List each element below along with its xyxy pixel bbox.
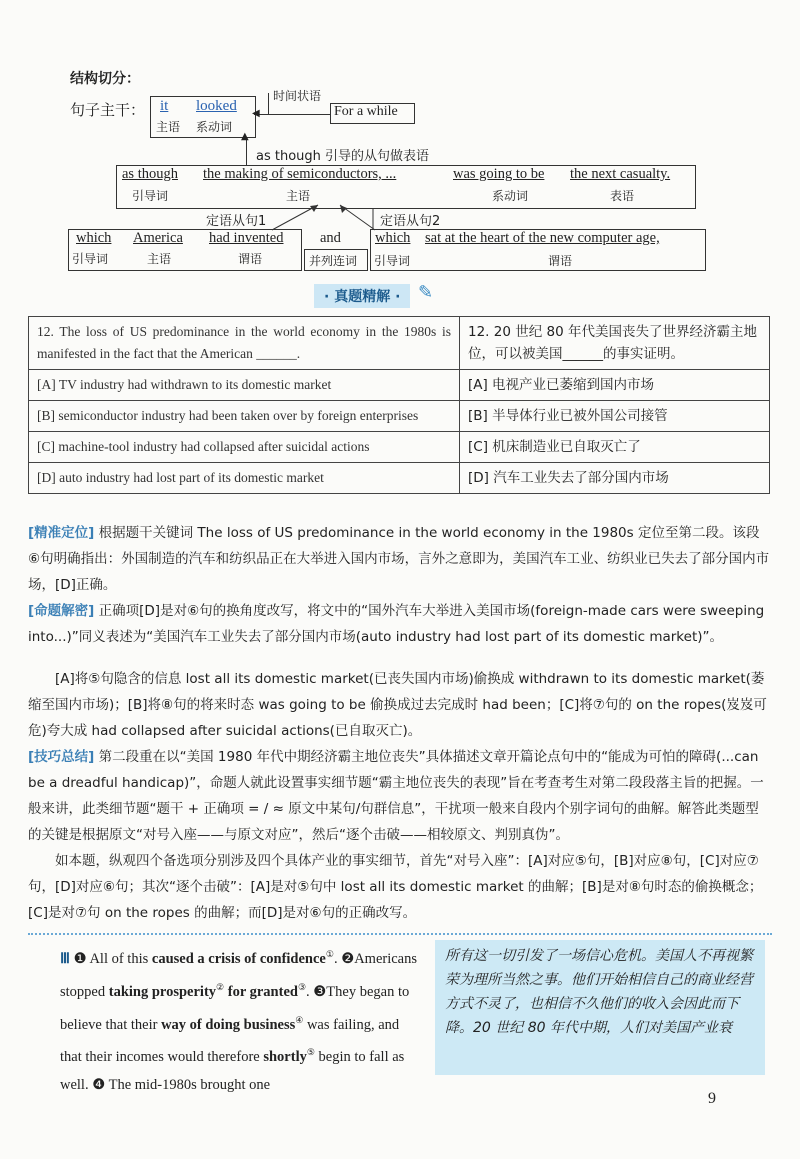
s3-note-2: ⑤ [306,1047,315,1058]
rel1-had-invented: had invented [209,230,284,246]
rel1-had-invented-role: 谓语 [238,252,263,266]
clause-subject: the making of semiconductors, ... [203,166,397,182]
subject-role: 主语 [286,189,311,203]
decoding-text: 正确项[D]是对⑥句的换角度改写，将文中的“国外汽车大举进入美国市场(foreign-made cars were sweeping into...)”同义表述为“美国汽车工业失去了部分国内市场(auto industry had lost part of its domestic market)”。 [28,603,765,645]
rel1-which: which [76,230,112,246]
verb-role: 系动词 [492,189,529,203]
s3-text-c: was failing, and that their incomes would therefore [60,1016,400,1066]
analysis-positioning [28,520,770,598]
translation-box: 所有这一切引发了一场信心危机。美国人不再视繁荣为理所当然之事。他们开始相信自己的商业经营方式不灵了，也相信不久他们的收入会因此而下降。20 世纪 80 年代中期，人们对美国产业衰 [435,940,765,1075]
analysis-example: 如本题，纵观四个备选项分别涉及四个具体产业的事实细节，首先“对号入座”：[A]对应⑤句，[B]对应⑧句，[C]对应⑦句，[D]对应⑥句；其次“逐个击破”：[A]是对⑤句中 lost all its domestic market 的曲解；[B]是对⑧句时态的偷换概念；[C]是对⑦句 on the ropes 的曲解；而[D]是对⑥句的正确改写。 [28,853,763,921]
rel2-which: which [375,230,411,246]
sentence-1-number: ❶ [73,950,87,967]
option-row [29,432,770,463]
phrase-for-a-while: For a while [334,104,398,119]
as-though-caption: as though 引导的从句做表语 [256,149,430,164]
s2-note: ② [216,981,225,992]
analysis-technique [28,744,770,848]
s2-text-a: Americans stopped [60,950,418,1000]
rel1-america: America [133,230,183,246]
option-a-zh: [A] 电视产业已萎缩到国内市场 [460,370,770,401]
word-looked: looked [196,98,237,114]
main-clause-label: 句子主干： [70,101,146,119]
question-stem-zh: 12. 20 世纪 80 年代美国丧失了世界经济霸主地位，可以被美国______的事实证明。 [460,317,770,370]
section-title: · 真题精解 · [314,284,410,308]
option-a-en: [A] TV industry had withdrawn to its domestic market [29,370,460,401]
option-row [29,370,770,401]
s4-text-a: The mid-1980s brought one [105,1077,271,1094]
sentence-4-number: ❹ [92,1077,106,1094]
arrow-up-icon: ▲ [241,131,249,142]
word-it: it [160,98,169,114]
s1-phrase: caused a crisis of confidence [151,950,326,967]
s3-phrase-2: shortly [263,1049,307,1066]
rel2-which-role: 引导词 [374,254,411,268]
s3-text-e: begin to fall as well. [60,1049,405,1094]
time-adverbial-label: 时间状语 [273,89,322,103]
as-though-role: 引导词 [132,189,169,203]
technique-text: 第二段重在以“美国 1980 年代中期经济霸主地位丧失”具体描述文章开篇论点句中的“能成为可怕的障碍(...can be a dreadful handicap)”，命题人就此设置事实细节题“霸主地位丧失的表现”旨在考查考生对第二段段落主旨的把握。一般来讲，此类细节题“题干 + 正确项 = / ≈ 原文中某句/句群信息”，干扰项一般来自段内个别字词句的曲解。解答此类题型的关键是根据原文“对号入座——与原文对应”，然后“逐个击破——相较原文、判别真伪”。 [28,749,764,843]
option-row [29,401,770,432]
question-stem-row [29,317,770,370]
and-role: 并列连词 [309,254,358,268]
question-stem-en: 12. The loss of US predominance in the world economy in the 1980s is manifested in the fact that the American ______. [29,317,460,370]
analysis-decoding [28,598,770,650]
option-d-zh: [D] 汽车工业失去了部分国内市场 [460,463,770,494]
option-row [29,463,770,494]
s2-note-2: ③ [297,981,307,992]
s1-text-a: All of this [86,950,152,967]
sentence-3-number: ❸ [313,983,327,1000]
arrow-left-icon: ◀ [252,108,260,119]
rel-clause-2-caption: 定语从句2 [380,214,441,229]
pen-icon: ✎ [418,282,434,303]
s3-note: ④ [295,1014,304,1025]
clause-verb: was going to be [453,166,545,182]
option-b-zh: [B] 半导体行业已被外国公司接管 [460,401,770,432]
question-table [28,316,770,494]
structure-heading: 结构切分： [70,71,140,87]
clause-as-though: as though [122,166,178,182]
tag-positioning: [精准定位] [28,525,95,541]
it-role: 主语 [156,120,181,134]
tag-technique: [技巧总结] [28,749,95,765]
option-c-en: [C] machine-tool industry had collapsed after suicidal actions [29,432,460,463]
s3-phrase: way of doing business [161,1016,296,1033]
s1-text-c: . [333,950,338,967]
s2-phrase-2: for granted [224,983,298,1000]
s3-text-a: They began to believe that their [60,983,410,1033]
s1-note: ① [325,949,334,959]
clause-predicative: the next casualty. [570,166,671,182]
section-divider [28,933,772,935]
option-c-zh: [C] 机床制造业已自取灭亡了 [460,432,770,463]
s2-text-d: . [306,983,310,1000]
positioning-text: 根据题干关键词 The loss of US predominance in the world economy in the 1980s 定位至第二段。该段⑥句明确指出：外国制造的汽车和纺织品正在大举进入国内市场，言外之意即为，美国汽车工业、纺织业已失去了部分国内市场，[D]正确。 [28,525,770,593]
s2-phrase: taking prosperity [108,983,217,1000]
paragraph-numeral: Ⅲ [60,950,70,967]
looked-role: 系动词 [196,120,233,134]
page-number: 9 [708,1090,716,1107]
rel1-america-role: 主语 [147,252,172,266]
word-and: and [320,230,341,246]
rel2-sat-role: 谓语 [548,254,573,268]
rel2-sat: sat at the heart of the new computer age, [425,230,660,246]
rel1-which-role: 引导词 [72,252,109,266]
option-b-en: [B] semiconductor industry had been taken over by foreign enterprises [29,401,460,432]
option-d-en: [D] auto industry had lost part of its domestic market [29,463,460,494]
passage-text [60,940,422,1099]
predicative-role: 表语 [610,189,635,203]
rel-clause-1-caption: 定语从句1 [206,214,267,229]
sentence-2-number: ❷ [341,950,355,967]
analysis-distractors: [A]将⑤句隐含的信息 lost all its domestic market(已丧失国内市场)偷换成 withdrawn to its domestic market(萎缩至国内市场)；[B]将⑧句的将来时态 was going to be 偷换成过去完成时 had been；[C]将⑦句的 on the ropes(岌岌可危)夸大成 had collapsed after suicidal actions(已自取灭亡)。 [28,671,767,739]
tag-decoding: [命题解密] [28,603,95,619]
